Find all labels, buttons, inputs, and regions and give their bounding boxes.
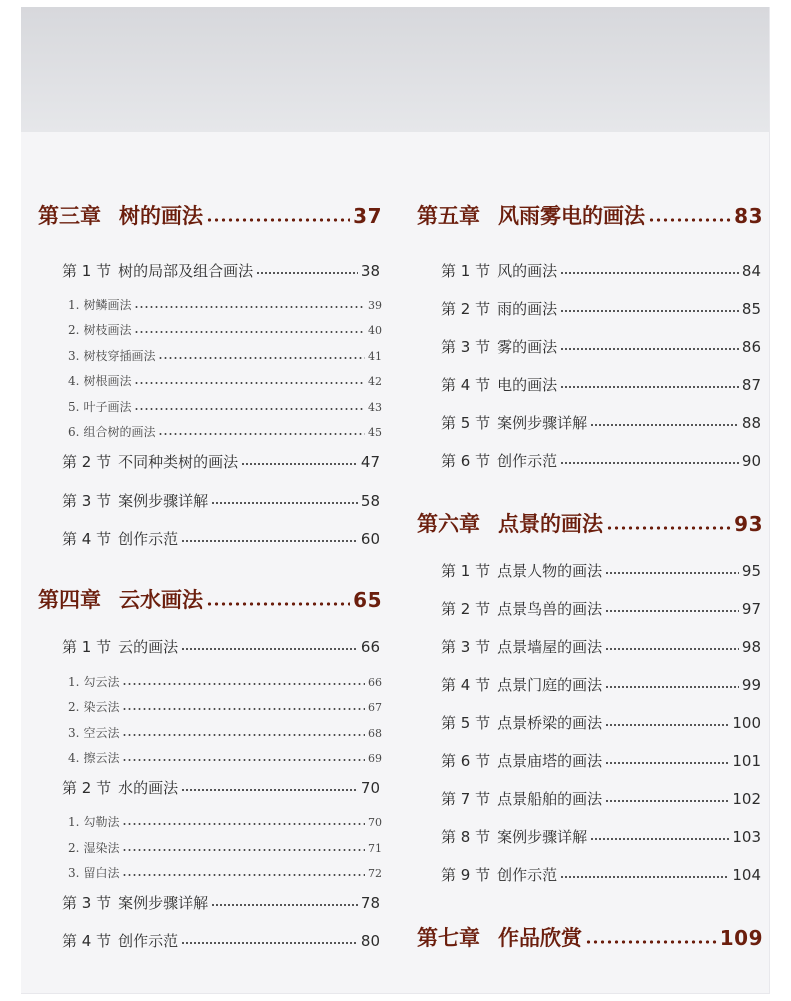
toc-entry-title: 擦云法 [83,751,120,765]
toc-entry-heading [62,637,179,656]
toc-entry-number: 第 1 节 [441,561,491,580]
toc-entry-heading [68,426,155,438]
toc-entry-title: 雨的画法 [497,299,558,318]
toc-entry-title: 点景船舶的画法 [497,789,603,808]
toc-section-entry[interactable] [417,299,763,319]
toc-entry-heading [68,375,131,387]
toc-entry-heading [68,752,119,764]
toc-leader-dots [211,904,358,906]
toc-section-entry[interactable] [38,529,382,549]
toc-page-number: 40 [368,323,382,337]
toc-page-number: 99 [741,675,761,694]
toc-leader-dots [590,838,729,840]
toc-leader-dots [206,218,350,222]
toc-entry-title: 创作示范 [118,529,179,548]
toc-leader-dots [206,602,350,606]
toc-page-number: 97 [741,599,761,618]
toc-entry-heading [441,413,588,432]
toc-leader-dots [560,386,739,388]
toc-leader-dots [211,502,358,504]
toc-leader-dots [134,382,365,384]
toc-page-number: 100 [732,713,761,732]
toc-entry-heading [68,816,119,828]
toc-page-number: 85 [741,299,761,318]
toc-page-number: 83 [734,204,763,228]
toc-page-number: 101 [732,751,761,770]
toc-entry-number: 第 4 节 [62,529,112,548]
toc-entry-heading [68,842,119,854]
toc-chapter-entry[interactable] [417,511,763,537]
toc-entry-heading [68,324,131,336]
toc-entry-number: 3. [68,866,80,880]
toc-entry-title: 勾云法 [83,675,120,689]
toc-entry-title: 勾勒法 [83,815,120,829]
toc-entry-title: 组合树的画法 [83,425,156,439]
toc-section-entry[interactable] [38,637,382,657]
toc-subsection-entry[interactable] [38,725,382,741]
toc-entry-title: 留白法 [83,866,120,880]
toc-section-entry[interactable] [417,751,763,771]
toc-subsection-entry[interactable] [38,348,382,364]
toc-page-number: 72 [368,866,382,880]
toc-entry-title: 树的局部及组合画法 [118,261,254,280]
toc-leader-dots [122,849,365,851]
toc-entry-heading [68,867,119,879]
toc-entry-heading [62,261,254,280]
toc-entry-title: 雾的画法 [497,337,558,356]
toc-leader-dots [256,272,358,274]
toc-leader-dots [134,306,365,308]
toc-leader-dots [122,708,365,710]
toc-entry-heading [68,350,155,362]
toc-page-number: 109 [719,926,763,950]
toc-leader-dots [134,331,365,333]
toc-entry-number: 2. [68,700,80,714]
toc-page-number: 66 [368,675,382,689]
toc-entry-number: 第 5 节 [441,413,491,432]
toc-leader-dots [605,686,739,688]
toc-entry-number: 3. [68,726,80,740]
toc-entry-heading [441,827,588,846]
toc-entry-heading [441,675,603,694]
toc-entry-title: 点景门庭的画法 [497,675,603,694]
toc-leader-dots [590,424,739,426]
toc-page-number: 68 [368,726,382,740]
toc-page-number: 86 [741,337,761,356]
toc-leader-dots [605,648,739,650]
toc-entry-title: 云的画法 [118,637,179,656]
toc-entry-number: 第 4 节 [441,675,491,694]
toc-entry-title: 点景庙塔的画法 [497,751,603,770]
toc-section-entry[interactable] [417,713,763,733]
toc-entry-number: 第 4 节 [62,931,112,950]
toc-leader-dots [648,218,731,222]
toc-section-entry[interactable] [38,491,382,511]
toc-leader-dots [181,648,358,650]
page-top-band [21,7,769,132]
toc-entry-title: 风的画法 [497,261,558,280]
toc-entry-number: 第 2 节 [441,299,491,318]
toc-leader-dots [181,942,358,944]
toc-entry-number: 第 3 节 [62,491,112,510]
toc-section-entry[interactable] [417,561,763,581]
toc-entry-number: 第 9 节 [441,865,491,884]
toc-leader-dots [560,348,739,350]
toc-section-entry[interactable] [417,637,763,657]
toc-entry-number: 第 3 节 [62,893,112,912]
toc-page-number: 104 [732,865,761,884]
toc-entry-heading [38,203,203,228]
toc-entry-heading [68,701,119,713]
toc-entry-heading [441,337,558,356]
toc-entry-heading [68,727,119,739]
toc-entry-number: 第 5 节 [441,713,491,732]
toc-subsection-entry[interactable] [38,322,382,338]
toc-section-entry[interactable] [417,789,763,809]
toc-entry-number: 第四章 [38,587,101,612]
toc-entry-heading [441,713,603,732]
toc-page-number: 78 [360,893,380,912]
toc-entry-heading [441,637,603,656]
toc-section-entry[interactable] [38,931,382,951]
toc-chapter-entry[interactable] [417,203,763,229]
toc-leader-dots [605,610,739,612]
toc-section-entry[interactable] [417,413,763,433]
toc-subsection-entry[interactable] [38,814,382,830]
toc-leader-dots [134,408,365,410]
toc-entry-number: 第三章 [38,203,101,228]
toc-page-number: 42 [368,374,382,388]
toc-entry-heading [62,893,209,912]
toc-section-entry[interactable] [38,261,382,281]
toc-subsection-entry[interactable] [38,699,382,715]
toc-entry-number: 第七章 [417,925,480,950]
toc-entry-heading [441,375,558,394]
toc-entry-title: 点景墙屋的画法 [497,637,603,656]
toc-entry-title: 树枝穿插画法 [83,349,156,363]
toc-entry-number: 1. [68,298,80,312]
toc-entry-number: 5. [68,400,80,414]
toc-entry-number: 4. [68,751,80,765]
toc-page-number: 80 [360,931,380,950]
toc-leader-dots [241,463,358,465]
toc-entry-title: 案例步骤详解 [497,413,588,432]
toc-subsection-entry[interactable] [38,373,382,389]
toc-page-number: 45 [368,425,382,439]
toc-entry-number: 第六章 [417,511,480,536]
toc-leader-dots [585,940,717,944]
toc-entry-heading [441,561,603,580]
toc-page-number: 66 [360,637,380,656]
toc-entry-number: 第 8 节 [441,827,491,846]
toc-entry-title: 染云法 [83,700,120,714]
toc-entry-number: 2. [68,323,80,337]
toc-entry-number: 第 6 节 [441,451,491,470]
toc-leader-dots [560,272,739,274]
toc-entry-number: 第 1 节 [62,261,112,280]
toc-section-entry[interactable] [417,827,763,847]
toc-chapter-entry[interactable] [417,925,763,951]
toc-page-number: 41 [368,349,382,363]
toc-entry-heading [62,931,179,950]
toc-page-number: 65 [353,588,382,612]
toc-page-number: 88 [741,413,761,432]
toc-subsection-entry[interactable] [38,674,382,690]
toc-leader-dots [605,724,729,726]
toc-page-number: 47 [360,452,380,471]
toc-entry-number: 第 7 节 [441,789,491,808]
toc-chapter-entry[interactable] [38,203,382,229]
toc-entry-heading [68,676,119,688]
toc-entry-heading [441,261,558,280]
toc-leader-dots [560,876,729,878]
toc-subsection-entry[interactable] [38,297,382,313]
toc-entry-title: 点景鸟兽的画法 [497,599,603,618]
toc-entry-heading [417,203,645,228]
toc-entry-title: 案例步骤详解 [497,827,588,846]
toc-entry-heading [68,401,131,413]
toc-page-number: 70 [360,778,380,797]
toc-page-number: 60 [360,529,380,548]
toc-page-number: 71 [368,841,382,855]
toc-entry-title: 作品欣赏 [498,925,582,950]
toc-entry-title: 点景人物的画法 [497,561,603,580]
toc-section-entry[interactable] [38,893,382,913]
toc-page-number: 103 [732,827,761,846]
toc-entry-title: 树鳞画法 [83,298,132,312]
toc-entry-heading [441,299,558,318]
toc-section-entry[interactable] [417,261,763,281]
toc-page-number: 95 [741,561,761,580]
toc-entry-number: 第 6 节 [441,751,491,770]
toc-leader-dots [158,357,365,359]
toc-section-entry[interactable] [417,865,763,885]
toc-leader-dots [605,572,739,574]
toc-entry-title: 点景的画法 [498,511,603,536]
toc-leader-dots [605,800,729,802]
toc-entry-title: 水的画法 [118,778,179,797]
toc-leader-dots [181,789,358,791]
toc-page-number: 58 [360,491,380,510]
toc-entry-title: 创作示范 [497,451,558,470]
toc-leader-dots [181,540,358,542]
toc-page-number: 39 [368,298,382,312]
toc-leader-dots [122,734,365,736]
toc-chapter-entry[interactable] [38,587,382,613]
toc-entry-title: 云水画法 [119,587,203,612]
toc-subsection-entry[interactable] [38,865,382,881]
toc-leader-dots [560,462,739,464]
toc-entry-title: 树枝画法 [83,323,132,337]
toc-entry-title: 风雨雾电的画法 [498,203,645,228]
toc-leader-dots [605,762,729,764]
toc-entry-number: 第 3 节 [441,637,491,656]
toc-entry-number: 4. [68,374,80,388]
toc-entry-title: 点景桥梁的画法 [497,713,603,732]
toc-leader-dots [606,526,731,530]
toc-entry-title: 不同种类树的画法 [118,452,239,471]
toc-section-entry[interactable] [417,375,763,395]
toc-section-entry[interactable] [38,778,382,798]
toc-subsection-entry[interactable] [38,840,382,856]
toc-leader-dots [122,823,365,825]
toc-entry-heading [441,789,603,808]
toc-entry-number: 1. [68,815,80,829]
toc-entry-heading [68,299,131,311]
toc-page-number: 38 [360,261,380,280]
toc-entry-number: 第 2 节 [62,452,112,471]
toc-page-number: 69 [368,751,382,765]
toc-page-number: 90 [741,451,761,470]
toc-entry-number: 第 1 节 [441,261,491,280]
toc-page-number: 87 [741,375,761,394]
toc-entry-heading [417,925,582,950]
toc-entry-heading [441,751,603,770]
book-page [21,7,770,994]
toc-entry-title: 案例步骤详解 [118,893,209,912]
toc-entry-number: 6. [68,425,80,439]
toc-subsection-entry[interactable] [38,399,382,415]
toc-leader-dots [122,759,365,761]
toc-entry-heading [62,452,239,471]
toc-leader-dots [158,433,365,435]
toc-leader-dots [122,874,365,876]
toc-entry-number: 第五章 [417,203,480,228]
toc-subsection-entry[interactable] [38,424,382,440]
toc-entry-title: 树的画法 [119,203,203,228]
toc-page-number: 93 [734,512,763,536]
toc-page-number: 37 [353,204,382,228]
toc-page-number: 67 [368,700,382,714]
toc-section-entry[interactable] [417,599,763,619]
toc-entry-title: 电的画法 [497,375,558,394]
toc-entry-number: 第 4 节 [441,375,491,394]
toc-entry-heading [62,778,179,797]
toc-entry-heading [62,491,209,510]
toc-page-number: 43 [368,400,382,414]
toc-section-entry[interactable] [417,337,763,357]
toc-page-number: 70 [368,815,382,829]
toc-entry-title: 树根画法 [83,374,132,388]
toc-entry-heading [417,511,603,536]
toc-subsection-entry[interactable] [38,750,382,766]
toc-entry-heading [62,529,179,548]
toc-section-entry[interactable] [417,451,763,471]
toc-entry-number: 第 1 节 [62,637,112,656]
toc-entry-heading [441,451,558,470]
toc-entry-heading [38,587,203,612]
toc-entry-title: 叶子画法 [83,400,132,414]
toc-entry-number: 2. [68,841,80,855]
toc-leader-dots [560,310,739,312]
toc-entry-number: 1. [68,675,80,689]
toc-entry-title: 创作示范 [497,865,558,884]
toc-page-number: 102 [732,789,761,808]
toc-leader-dots [122,683,365,685]
toc-section-entry[interactable] [38,452,382,472]
toc-entry-heading [441,865,558,884]
toc-entry-number: 第 3 节 [441,337,491,356]
toc-entry-title: 创作示范 [118,931,179,950]
toc-entry-number: 第 2 节 [62,778,112,797]
toc-entry-title: 案例步骤详解 [118,491,209,510]
toc-entry-title: 湿染法 [83,841,120,855]
toc-page-number: 98 [741,637,761,656]
toc-section-entry[interactable] [417,675,763,695]
toc-entry-heading [441,599,603,618]
toc-entry-number: 3. [68,349,80,363]
toc-page-number: 84 [741,261,761,280]
toc-entry-number: 第 2 节 [441,599,491,618]
toc-entry-title: 空云法 [83,726,120,740]
